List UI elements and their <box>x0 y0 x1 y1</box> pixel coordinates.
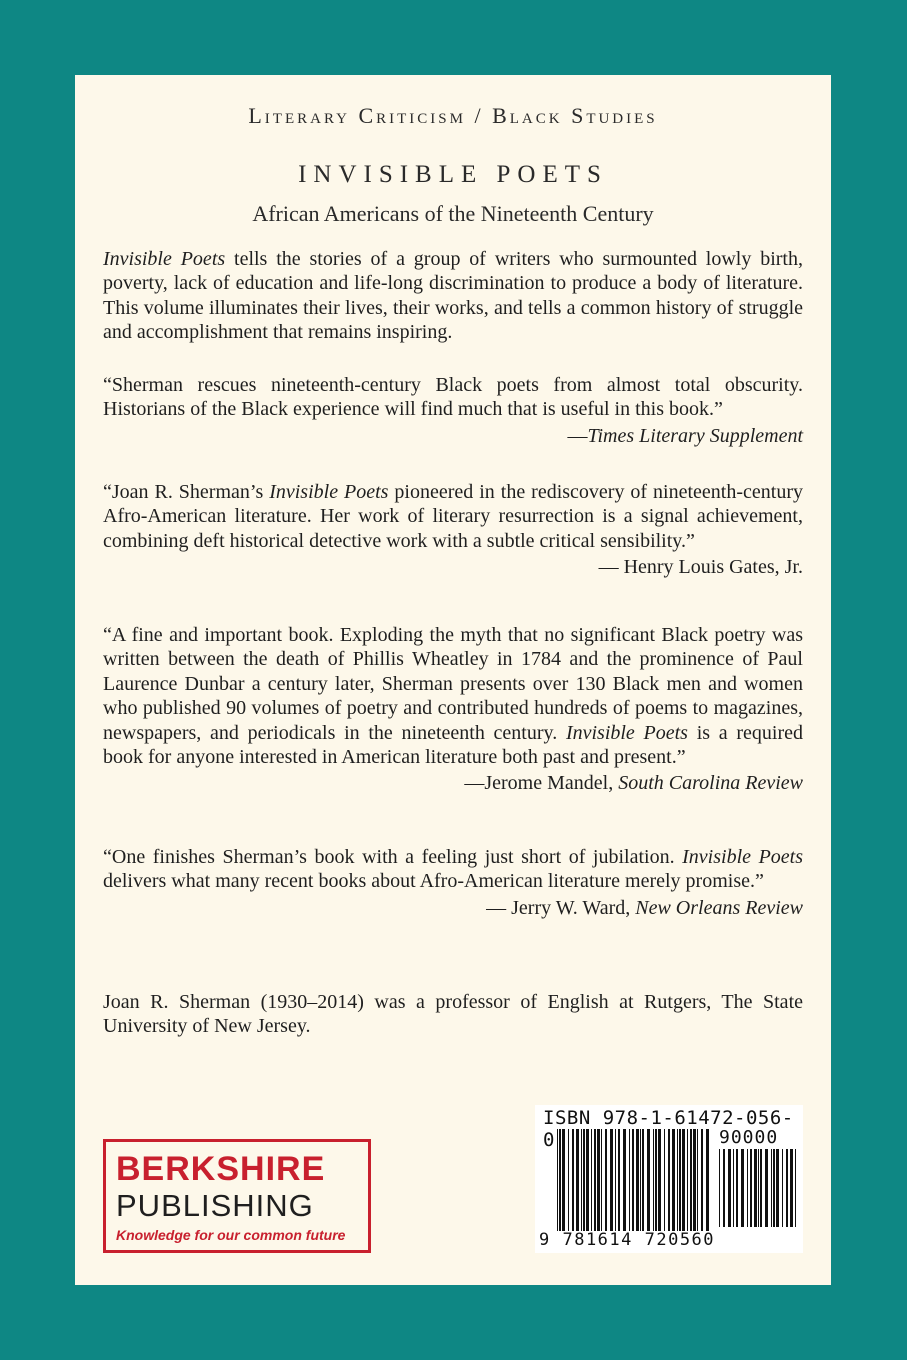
barcode-bar <box>605 1129 607 1231</box>
barcode-bar <box>687 1129 688 1231</box>
isbn-label: ISBN 978-1-61472-056-0 <box>543 1107 794 1151</box>
barcode-bar <box>790 1149 793 1227</box>
barcode-bar <box>690 1129 692 1231</box>
barcode-bar <box>586 1129 589 1231</box>
barcode-bar <box>668 1129 670 1231</box>
barcode-bar <box>636 1129 639 1231</box>
barcode-bar <box>728 1149 731 1227</box>
barcode-bar <box>736 1149 738 1227</box>
barcode-bar <box>623 1129 626 1231</box>
category-label: Literary Criticism / Black Studies <box>248 103 658 128</box>
barcode-bar <box>682 1129 685 1231</box>
barcode-bar <box>693 1129 696 1231</box>
barcode-bar <box>576 1129 579 1231</box>
quote-4-text: “One finishes Sherman’s book with a feeling just short of jubilation. Invisible Poets delivers what many recent books about Afro-American literature merely promise.” <box>103 846 803 893</box>
back-cover-panel <box>75 75 831 1285</box>
barcode-bar <box>597 1129 600 1231</box>
barcode-bar <box>632 1129 634 1231</box>
barcode-bar <box>562 1129 565 1231</box>
barcode-bar <box>640 1129 641 1231</box>
barcode-bar <box>581 1129 582 1231</box>
barcode-bar <box>615 1129 616 1231</box>
barcode-bar <box>776 1149 779 1227</box>
quote-4-attribution: — Jerry W. Ward, New Orleans Review <box>486 896 803 919</box>
quote-3-attribution: —Jerome Mandel, South Carolina Review <box>464 772 803 795</box>
barcode-bar <box>754 1149 757 1227</box>
barcode-bar <box>583 1129 585 1231</box>
barcode-bar <box>758 1149 759 1227</box>
barcode-bar <box>719 1149 720 1227</box>
barcode-bar <box>557 1129 558 1231</box>
barcode-bar <box>706 1129 709 1231</box>
description-text: tells the stories of a group of writers who surmounted lowly birth, poverty, lack of education and life-long discrimination to produce a body of literature. This volume illuminates their lives, their works, and tells a common history of struggle and accomplishment that remains inspiring. <box>103 248 803 344</box>
barcode-bar <box>723 1149 725 1227</box>
barcode-bar <box>591 1129 592 1231</box>
description <box>103 247 803 345</box>
barcode-bar <box>786 1149 788 1227</box>
quote-2 <box>103 480 803 580</box>
barcode-bar <box>572 1129 574 1231</box>
addon-barcode-bars <box>719 1149 799 1227</box>
quote-4 <box>103 845 803 920</box>
barcode-bar <box>771 1149 772 1227</box>
barcode-bar <box>629 1129 630 1231</box>
barcode-bar <box>760 1149 762 1227</box>
barcode-bar <box>677 1129 678 1231</box>
barcode-bar <box>601 1129 602 1231</box>
quote-1-attribution: —Times Literary Supplement <box>567 424 803 447</box>
barcode-bar <box>655 1129 657 1231</box>
barcode-bar <box>658 1129 661 1231</box>
quote-2-attribution: — Henry Louis Gates, Jr. <box>598 556 803 579</box>
quote-1 <box>103 373 803 448</box>
logo-line-2: PUBLISHING <box>116 1188 314 1223</box>
barcode-bar <box>773 1149 775 1227</box>
quote-1-text: “Sherman rescues nineteenth-century Black poets from almost total obscurity. Historians of the Black experience will find much that is useful in this book.” <box>103 374 803 421</box>
barcode-bar <box>594 1129 596 1231</box>
barcode-bar <box>697 1129 698 1231</box>
barcode-bar <box>672 1129 675 1231</box>
isbn-barcode <box>535 1105 803 1253</box>
barcode-bar <box>701 1129 703 1231</box>
description-lead: Invisible Poets <box>103 248 226 270</box>
berkshire-publishing-logo <box>103 1139 371 1253</box>
barcode-bar <box>664 1129 665 1231</box>
barcode-bar <box>765 1149 768 1227</box>
main-barcode-bars <box>557 1129 713 1231</box>
quote-3-text: “A fine and important book. Exploding the myth that no significant Black poetry was written between the death of Phillis Wheatley in 1784 and the prominence of Paul Laurence Dunbar a century later, Sherman presents over 130 Black men and women who published 90 volumes of poetry and contributed hundreds of poems to magazines, newspapers, and periodicals in the nineteenth century. Invisible Poets is a required book for anyone interested in American literature both past and present.” <box>103 624 803 769</box>
logo-tagline: Knowledge for our common future <box>116 1227 346 1243</box>
barcode-bar <box>750 1149 752 1227</box>
book-subtitle: African Americans of the Nineteenth Century <box>252 201 654 226</box>
barcode-bar <box>618 1129 620 1231</box>
barcode-bar <box>559 1129 561 1231</box>
barcode-bar <box>741 1149 744 1227</box>
barcode-bar <box>782 1149 783 1227</box>
barcode-bar <box>642 1129 644 1231</box>
barcode-bar <box>610 1129 613 1231</box>
logo-line-1: BERKSHIRE <box>116 1150 326 1188</box>
quote-3 <box>103 623 803 796</box>
barcode-digits: 9 781614 720560 <box>539 1230 716 1250</box>
author-bio: Joan R. Sherman (1930–2014) was a professor of English at Rutgers, The State University of New Jersey. <box>103 991 803 1038</box>
barcode-bar <box>568 1129 569 1231</box>
barcode-bar <box>795 1149 796 1227</box>
book-title: INVISIBLE POETS <box>298 161 608 188</box>
quote-2-text: “Joan R. Sherman’s Invisible Poets pioneered in the rediscovery of nineteenth-century Afro-American literature. Her work of literary resurrection is a signal achievement, combining deft historical detective work with a subtle critical sensibility.” <box>103 481 803 552</box>
price-code: 90000 <box>719 1127 779 1148</box>
barcode-bar <box>747 1149 748 1227</box>
barcode-bar <box>679 1129 681 1231</box>
barcode-bar <box>653 1129 654 1231</box>
barcode-bar <box>647 1129 650 1231</box>
barcode-bar <box>733 1149 734 1227</box>
